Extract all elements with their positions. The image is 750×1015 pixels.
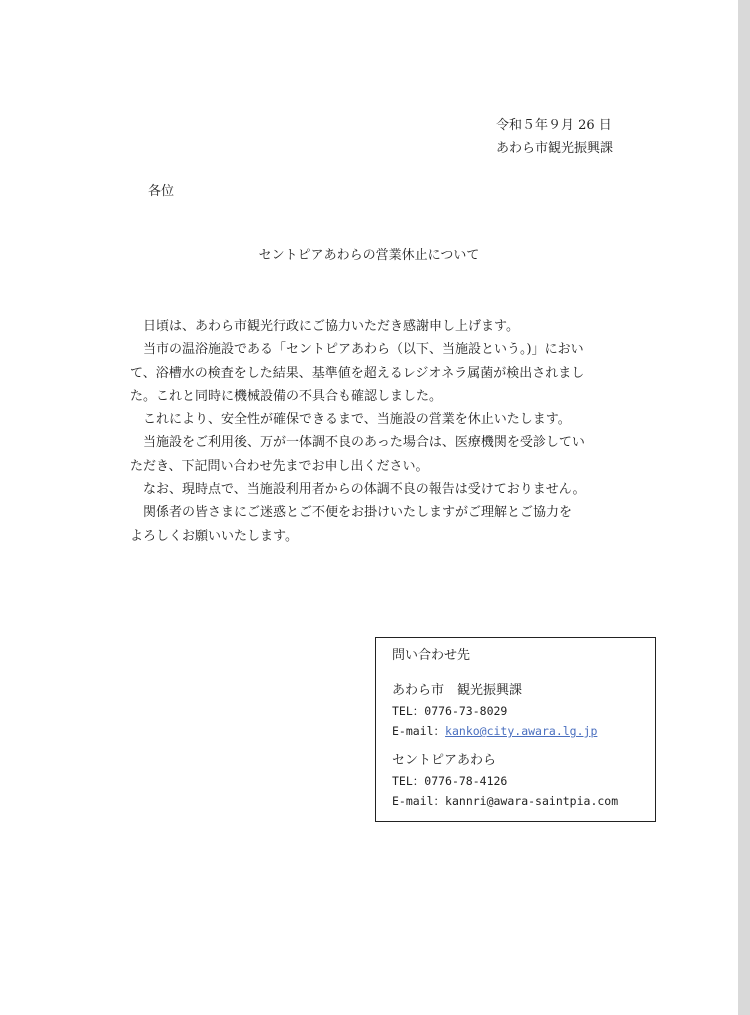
contact-city-email-link[interactable]: kanko@city.awara.lg.jp — [445, 724, 598, 738]
paragraph-detection-line-3: た。これと同時に機械設備の不具合も確認しました。 — [130, 388, 443, 404]
paragraph-greeting: 日頃は、あわら市観光行政にご協力いただき感謝申し上げます。 — [143, 319, 519, 334]
paragraph-apology-line-1: 関係者の皆さまにご迷惑とご不便をお掛けいたしますがご理解とご協力を — [143, 505, 573, 521]
contact-heading: 問い合わせ先 — [392, 648, 471, 663]
contact-city — [392, 681, 597, 741]
contact-city-email-row — [392, 721, 597, 741]
paragraph-apology-line-2: よろしくお願いいたします。 — [130, 528, 298, 544]
contact-facility-email-row — [392, 791, 618, 811]
contact-box — [375, 637, 656, 822]
contact-city-tel: TEL：0776-73-8029 — [392, 704, 508, 718]
document-title: セントピアあわらの営業休止について — [258, 248, 480, 263]
viewer-background — [738, 0, 750, 1015]
paragraph-closure: これにより、安全性が確保できるまで、当施設の営業を休止いたします。 — [143, 412, 571, 428]
contact-city-email-label: E-mail： — [392, 724, 446, 738]
contact-facility-email: kannri@awara-saintpia.com — [445, 794, 619, 808]
contact-facility-tel: TEL：0776-78-4126 — [392, 774, 508, 788]
addressee: 各位 — [148, 184, 175, 199]
contact-facility-email-label: E-mail： — [392, 794, 446, 808]
paragraph-detection-line-1: 当市の温浴施設である「セントピアあわら（以下、当施設という。)」におい — [143, 342, 584, 358]
paragraph-medical-line-1: 当施設をご利用後、万が一体調不良のあった場合は、医療機関を受診してい — [143, 435, 585, 451]
paragraph-detection-line-2: て、浴槽水の検査をした結果、基準値を超えるレジオネラ属菌が検出されまし — [130, 365, 585, 381]
paragraph-no-reports: なお、現時点で、当施設利用者からの体調不良の報告は受けておりません。 — [143, 482, 586, 498]
issuer-department: あわら市観光振興課 — [496, 141, 614, 156]
contact-city-name: あわら市 観光振興課 — [392, 683, 523, 698]
contact-facility — [392, 751, 618, 811]
contact-facility-name: セントピアあわら — [392, 753, 497, 768]
paragraph-medical-line-2: ただき、下記問い合わせ先までお申し出ください。 — [130, 458, 429, 474]
document-date: 令和５年９月 26 日 — [496, 118, 612, 133]
document-body — [130, 315, 650, 548]
